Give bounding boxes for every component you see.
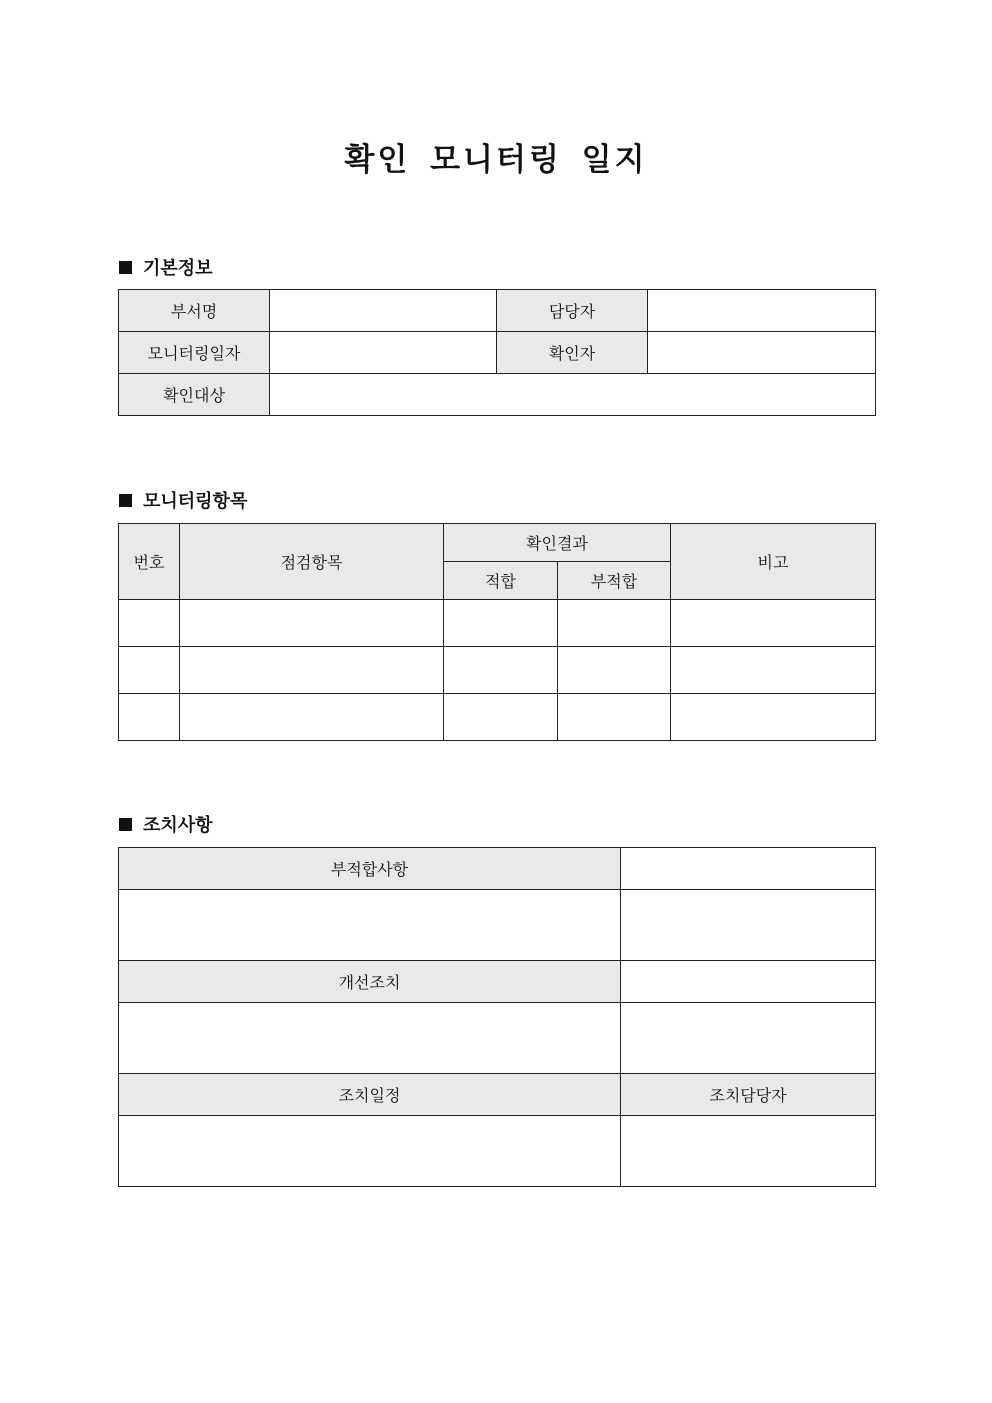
schedule-field[interactable] <box>119 1116 621 1187</box>
row-note-cell[interactable] <box>671 600 876 647</box>
square-bullet-icon <box>119 261 132 274</box>
col-header-fail: 부적합 <box>558 562 671 600</box>
row-pass-cell[interactable] <box>444 694 558 741</box>
manager-field[interactable] <box>648 290 876 332</box>
dept-field[interactable] <box>270 290 497 332</box>
table-row <box>119 694 876 741</box>
schedule-label: 조치일정 <box>119 1074 621 1116</box>
row-note-cell[interactable] <box>671 647 876 694</box>
col-header-item: 점검항목 <box>180 524 444 600</box>
checker-field[interactable] <box>648 332 876 374</box>
monitoring-items-table <box>118 523 876 741</box>
col-header-note: 비고 <box>671 524 876 600</box>
improvement-side-cell[interactable] <box>621 961 876 1003</box>
col-header-pass: 적합 <box>444 562 558 600</box>
row-pass-cell[interactable] <box>444 647 558 694</box>
row-item-cell[interactable] <box>180 694 444 741</box>
row-item-cell[interactable] <box>180 600 444 647</box>
basic-info-table <box>118 289 876 416</box>
target-field[interactable] <box>270 374 876 416</box>
row-item-cell[interactable] <box>180 647 444 694</box>
nonconformity-side-field[interactable] <box>621 890 876 961</box>
square-bullet-icon <box>119 494 132 507</box>
nonconformity-field[interactable] <box>119 890 621 961</box>
row-no-cell[interactable] <box>119 647 180 694</box>
col-header-result: 확인결과 <box>444 524 671 562</box>
row-fail-cell[interactable] <box>558 694 671 741</box>
monitoring-date-field[interactable] <box>270 332 497 374</box>
table-row <box>119 647 876 694</box>
action-manager-label: 조치담당자 <box>621 1074 876 1116</box>
dept-label: 부서명 <box>119 290 270 332</box>
section-heading-items <box>119 487 247 513</box>
improvement-field[interactable] <box>119 1003 621 1074</box>
table-row <box>119 600 876 647</box>
section-heading-items-label: 모니터링항목 <box>143 491 248 512</box>
row-no-cell[interactable] <box>119 694 180 741</box>
section-heading-actions-label: 조치사항 <box>143 815 213 836</box>
actions-table <box>118 847 876 1187</box>
col-header-no: 번호 <box>119 524 180 600</box>
action-manager-field[interactable] <box>621 1116 876 1187</box>
row-pass-cell[interactable] <box>444 600 558 647</box>
improvement-side-field[interactable] <box>621 1003 876 1074</box>
section-heading-basic <box>119 254 213 280</box>
nonconformity-label: 부적합사항 <box>119 848 621 890</box>
nonconformity-side-cell[interactable] <box>621 848 876 890</box>
row-fail-cell[interactable] <box>558 600 671 647</box>
section-heading-actions <box>119 811 213 837</box>
row-note-cell[interactable] <box>671 694 876 741</box>
square-bullet-icon <box>119 818 132 831</box>
target-label: 확인대상 <box>119 374 270 416</box>
manager-label: 담당자 <box>497 290 648 332</box>
monitoring-date-label: 모니터링일자 <box>119 332 270 374</box>
section-heading-basic-label: 기본정보 <box>143 258 213 279</box>
page-title: 확인 모니터링 일지 <box>344 142 648 178</box>
row-no-cell[interactable] <box>119 600 180 647</box>
row-fail-cell[interactable] <box>558 647 671 694</box>
improvement-label: 개선조치 <box>119 961 621 1003</box>
checker-label: 확인자 <box>497 332 648 374</box>
